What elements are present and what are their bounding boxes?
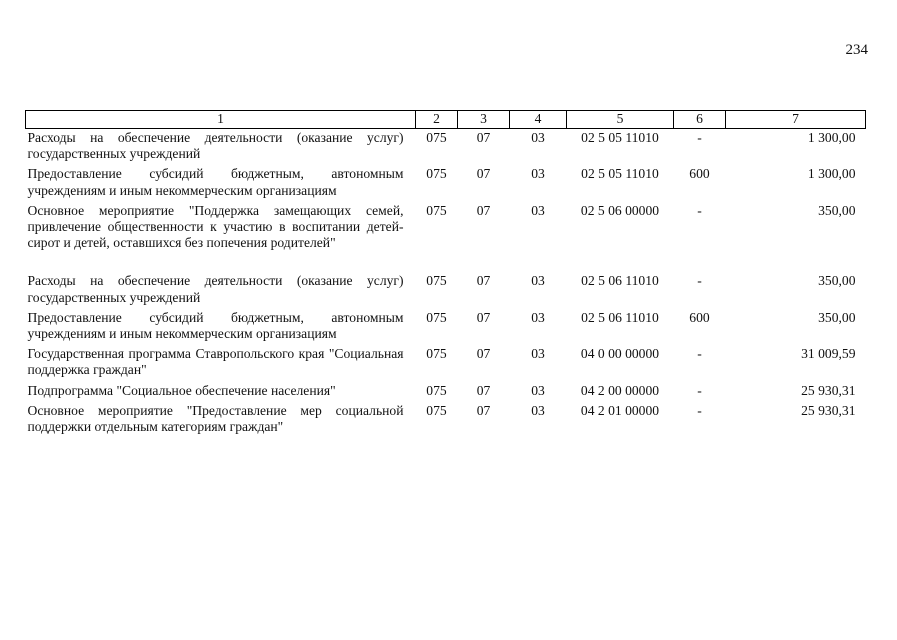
row-ministry-code: 075 [426,346,447,362]
row-section: 07 [476,382,491,398]
column-header-1: 1 [26,111,416,129]
row-ministry-code: 075 [426,130,447,145]
row-subsection: 03 [531,382,545,398]
row-amount: 350,00 [818,309,856,325]
table-row [26,402,866,438]
column-header-3: 3 [458,111,510,129]
row-spacer [26,254,866,272]
row-expense-type: 600 [689,309,710,325]
row-ministry-code: 075 [426,166,447,182]
row-target-code: 04 0 00 00000 [580,346,660,362]
row-ministry-code: 075 [426,309,447,325]
column-header-2: 2 [416,111,458,129]
row-amount: 1 300,00 [807,130,856,145]
row-amount: 350,00 [818,202,856,218]
table-row [26,165,866,201]
row-target-code: 02 5 05 11010 [581,130,659,145]
row-target-code: 02 5 06 11010 [581,273,659,289]
page-number: 234 [845,42,868,58]
row-name: Расходы на обеспечение деятельности (оказание услуг) государственных учреждений [27,273,404,305]
row-name: Предоставление субсидий бюджетным, автономным учреждениям и иным некоммерческим организациям [27,309,404,342]
row-name: Расходы на обеспечение деятельности (оказание услуг) государственных учреждений [27,130,404,162]
row-ministry-code: 075 [426,202,447,218]
row-subsection: 03 [531,309,545,325]
row-section: 07 [476,130,491,145]
row-expense-type: 600 [689,166,710,182]
row-name: Предоставление субсидий бюджетным, автономным учреждениям и иным некоммерческим организациям [27,166,404,198]
row-ministry-code: 075 [426,382,447,398]
row-expense-type: - [697,402,702,418]
row-ministry-code: 075 [426,402,447,418]
table-row [26,202,866,255]
column-header-4: 4 [510,111,567,129]
header-row [26,111,866,129]
row-expense-type: - [697,273,702,289]
row-subsection: 03 [531,130,545,145]
table-row [26,309,866,345]
row-name: Основное мероприятие "Поддержка замещающих семей, привлечение общественности к участию в воспитании детей-сирот и детей, оставшихся без попечения родителей" [27,202,404,251]
row-section: 07 [476,346,491,362]
row-ministry-code: 075 [426,273,447,289]
row-subsection: 03 [531,166,545,182]
table-row [26,272,866,308]
column-header-7: 7 [726,111,866,129]
row-name: Подпрограмма "Социальное обеспечение населения" [27,382,336,398]
row-section: 07 [476,309,491,325]
row-target-code: 04 2 01 00000 [580,402,660,418]
row-amount: 350,00 [818,273,856,289]
row-amount: 25 930,31 [801,402,856,418]
row-expense-type: - [697,346,702,362]
column-header-6: 6 [674,111,726,129]
row-section: 07 [476,273,491,289]
table-row [26,129,866,166]
row-target-code: 02 5 06 00000 [580,202,660,218]
row-section: 07 [476,202,491,218]
row-expense-type: - [697,130,702,145]
row-expense-type: - [697,382,702,398]
row-name: Основное мероприятие "Предоставление мер социальной поддержки отдельным категориям граждан" [27,402,404,435]
row-amount: 31 009,59 [801,346,856,362]
table-row [26,345,866,381]
row-name: Государственная программа Ставропольского края "Социальная поддержка граждан" [27,346,404,378]
row-section: 07 [476,402,491,418]
row-section: 07 [476,166,491,182]
row-subsection: 03 [531,273,545,289]
row-target-code: 04 2 00 00000 [580,382,660,398]
row-expense-type: - [697,202,702,218]
budget-table [25,110,866,438]
row-amount: 1 300,00 [807,166,856,182]
row-subsection: 03 [531,402,545,418]
row-subsection: 03 [531,346,545,362]
row-target-code: 02 5 05 11010 [581,166,659,182]
row-target-code: 02 5 06 11010 [581,309,659,325]
table-row [26,382,866,402]
row-subsection: 03 [531,202,545,218]
row-amount: 25 930,31 [801,382,856,398]
column-header-5: 5 [567,111,674,129]
